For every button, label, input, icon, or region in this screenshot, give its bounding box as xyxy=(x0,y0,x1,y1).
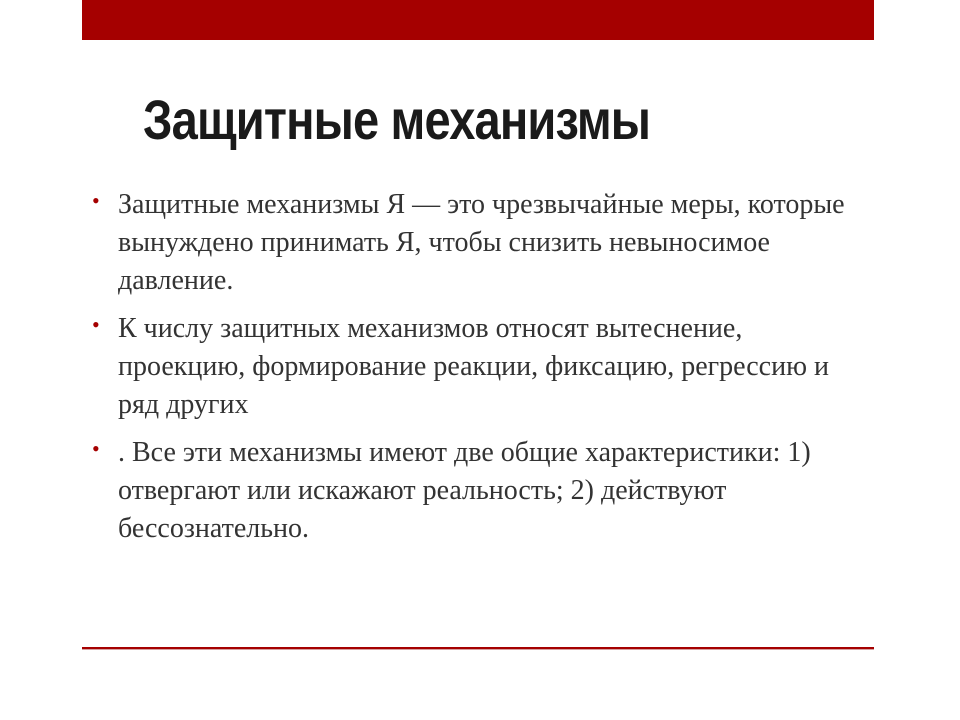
bullet-item xyxy=(92,310,852,424)
bottom-divider xyxy=(82,647,874,650)
slide-title: Защитные механизмы xyxy=(143,88,651,151)
bullet-item xyxy=(92,186,852,300)
bullet-icon: • xyxy=(92,436,100,461)
bullet-item xyxy=(92,434,852,548)
bullet-text: Защитные механизмы Я — это чрезвычайные меры, которые вынуждено принимать Я, чтобы снизить невыносимое давление. xyxy=(118,189,845,296)
bullet-icon: • xyxy=(92,188,100,213)
bullet-text: . Все эти механизмы имеют две общие характеристики: 1) отвергают или искажают реальность; 2) действуют бессознательно. xyxy=(118,437,811,544)
bullet-list xyxy=(92,186,852,558)
top-accent-bar xyxy=(82,0,874,40)
bullet-text: К числу защитных механизмов относят вытеснение, проекцию, формирование реакции, фиксацию, регрессию и ряд других xyxy=(118,313,829,420)
bullet-icon: • xyxy=(92,312,100,337)
